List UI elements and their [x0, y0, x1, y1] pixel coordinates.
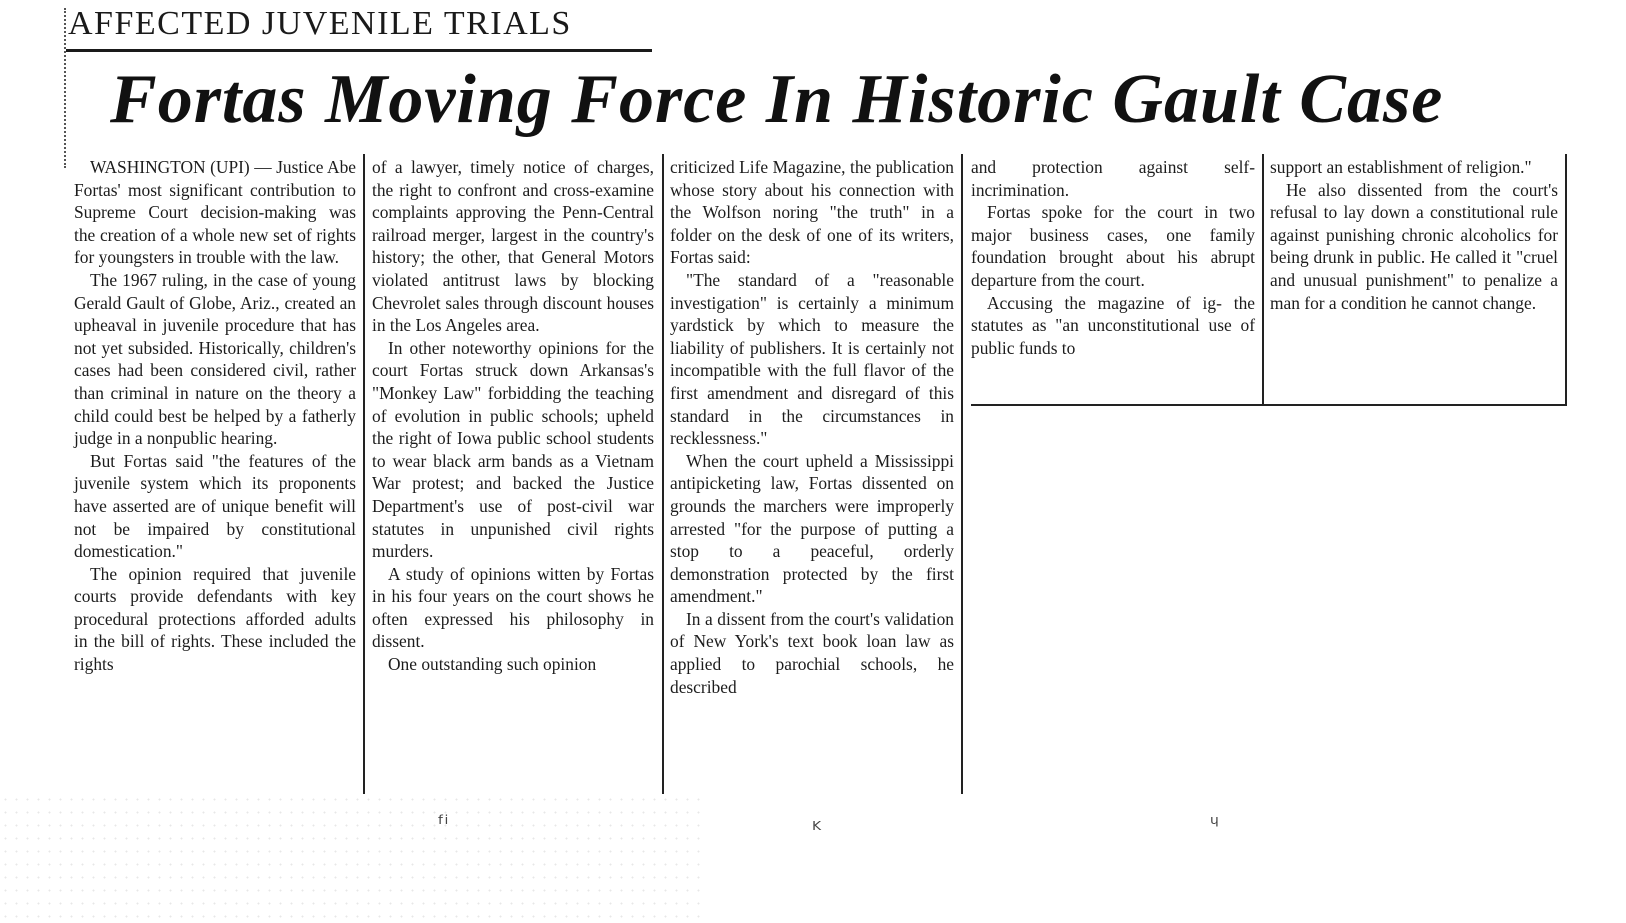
column-3-paragraph-3: When the court upheld a Mississippi antipicketing law, Fortas dissented on grounds the marchers were improperly arrested "for the purpose of putting a stop to a peaceful, orderly demonstration protected by the first amendment." — [670, 450, 954, 607]
kicker-headline: AFFECTED JUVENILE TRIALS — [68, 5, 572, 42]
column-2-paragraph-3: A study of opinions witten by Fortas in his four years on the court shows he often expressed his philosophy in dissent. — [372, 563, 654, 652]
column-1-paragraph-4: The opinion required that juvenile courts provide defendants with key procedural protections afforded adults in the bill of rights. These included the rights — [74, 563, 356, 675]
column-rule-3 — [961, 154, 963, 794]
column-2-paragraph-2: In other noteworthy opinions for the court Fortas struck down Arkansas's "Monkey Law" forbidding the teaching of evolution in public schools; upheld the right of Iowa public school students to wear black arm bands as a Vietnam War protest; and backed the Justice Department's use of post-civil war statutes in unpunished civil rights murders. — [372, 337, 654, 562]
column-5-paragraph-1: support an establishment of religion." — [1270, 157, 1532, 177]
main-headline: Fortas Moving Force In Historic Gault Case — [110, 61, 1444, 138]
column-4-paragraph-3: Accusing the magazine of ig- the statutes as "an unconstitutional use of public funds to — [971, 292, 1255, 358]
article-column-2 — [372, 156, 654, 676]
article-column-5 — [1270, 156, 1558, 314]
column-3-paragraph-2: "The standard of a "reasonable investigation" is certainly a minimum yardstick by which to measure the liability of publishers. It is certainly not incompatible with the full flavor of the first amendment and disregard of this standard in the circumstances in recklessness." — [670, 269, 954, 449]
column-5-paragraph-2: He also dissented from the court's refusal to lay down a constitutional rule against punishing chronic alcoholics for being drunk in public. He called it "cruel and unusual punishment" to penalize a man for a condition he cannot change. — [1270, 179, 1558, 313]
scan-speck-1: ᶠⁱ — [438, 812, 449, 837]
column-2-paragraph-4: One outstanding such opinion — [388, 654, 597, 675]
column-4-paragraph-1: and protection against self-incrimination. — [971, 157, 1255, 200]
scan-noise — [0, 793, 700, 923]
column-3-paragraph-1: criticized Life Magazine, the publication whose story about his connection with the Wolfson noring "the truth" in a folder on the desk of one of its writers, Fortas said: — [670, 157, 954, 268]
column-1-paragraph-3: But Fortas said "the features of the juvenile system which its proponents have asserted are of unique benefit will not be impaired by constitutional domestication." — [74, 450, 356, 562]
article-column-4 — [971, 156, 1255, 359]
column-1-paragraph-2: The 1967 ruling, in the case of young Gerald Gault of Globe, Ariz., created an upheaval in juvenile procedure that has not yet subsided. Historically, children's cases had been considered civil, rather than criminal in nature on the theory a child could best be helped by a fatherly judge in a nonpublic hearing. — [74, 269, 356, 449]
article-column-3 — [670, 156, 954, 698]
kicker-underline — [66, 49, 652, 52]
clipping-cut-edge — [64, 8, 66, 168]
column-2-paragraph-1: of a lawyer, timely notice of charges, the right to confront and cross-examine complaints approving the Penn-Central railroad merger, largest in the country's history; the other, that General Motors violated antitrust laws by blocking Chevrolet sales through discount houses in the Los Angeles area. — [372, 157, 654, 336]
article-end-rule — [971, 404, 1567, 406]
column-rule-5 — [1565, 154, 1567, 406]
column-rule-1 — [363, 154, 365, 794]
column-rule-2 — [662, 154, 664, 794]
column-3-paragraph-4: In a dissent from the court's validation of New York's text book loan law as applied to parochial schools, he described — [670, 608, 954, 697]
column-rule-4 — [1262, 154, 1264, 406]
column-1-paragraph-1: WASHINGTON (UPI) — Justice Abe Fortas' most significant contribution to Supreme Court decision-making was the creation of a whole new set of rights for youngsters in trouble with the law. — [74, 157, 356, 268]
scan-speck-3: ᶣ — [1210, 812, 1219, 837]
scan-speck-2: ᴷ — [812, 818, 822, 843]
column-4-paragraph-2: Fortas spoke for the court in two major business cases, one family foundation brought about his abrupt departure from the court. — [971, 202, 1255, 290]
article-column-1 — [74, 156, 356, 676]
